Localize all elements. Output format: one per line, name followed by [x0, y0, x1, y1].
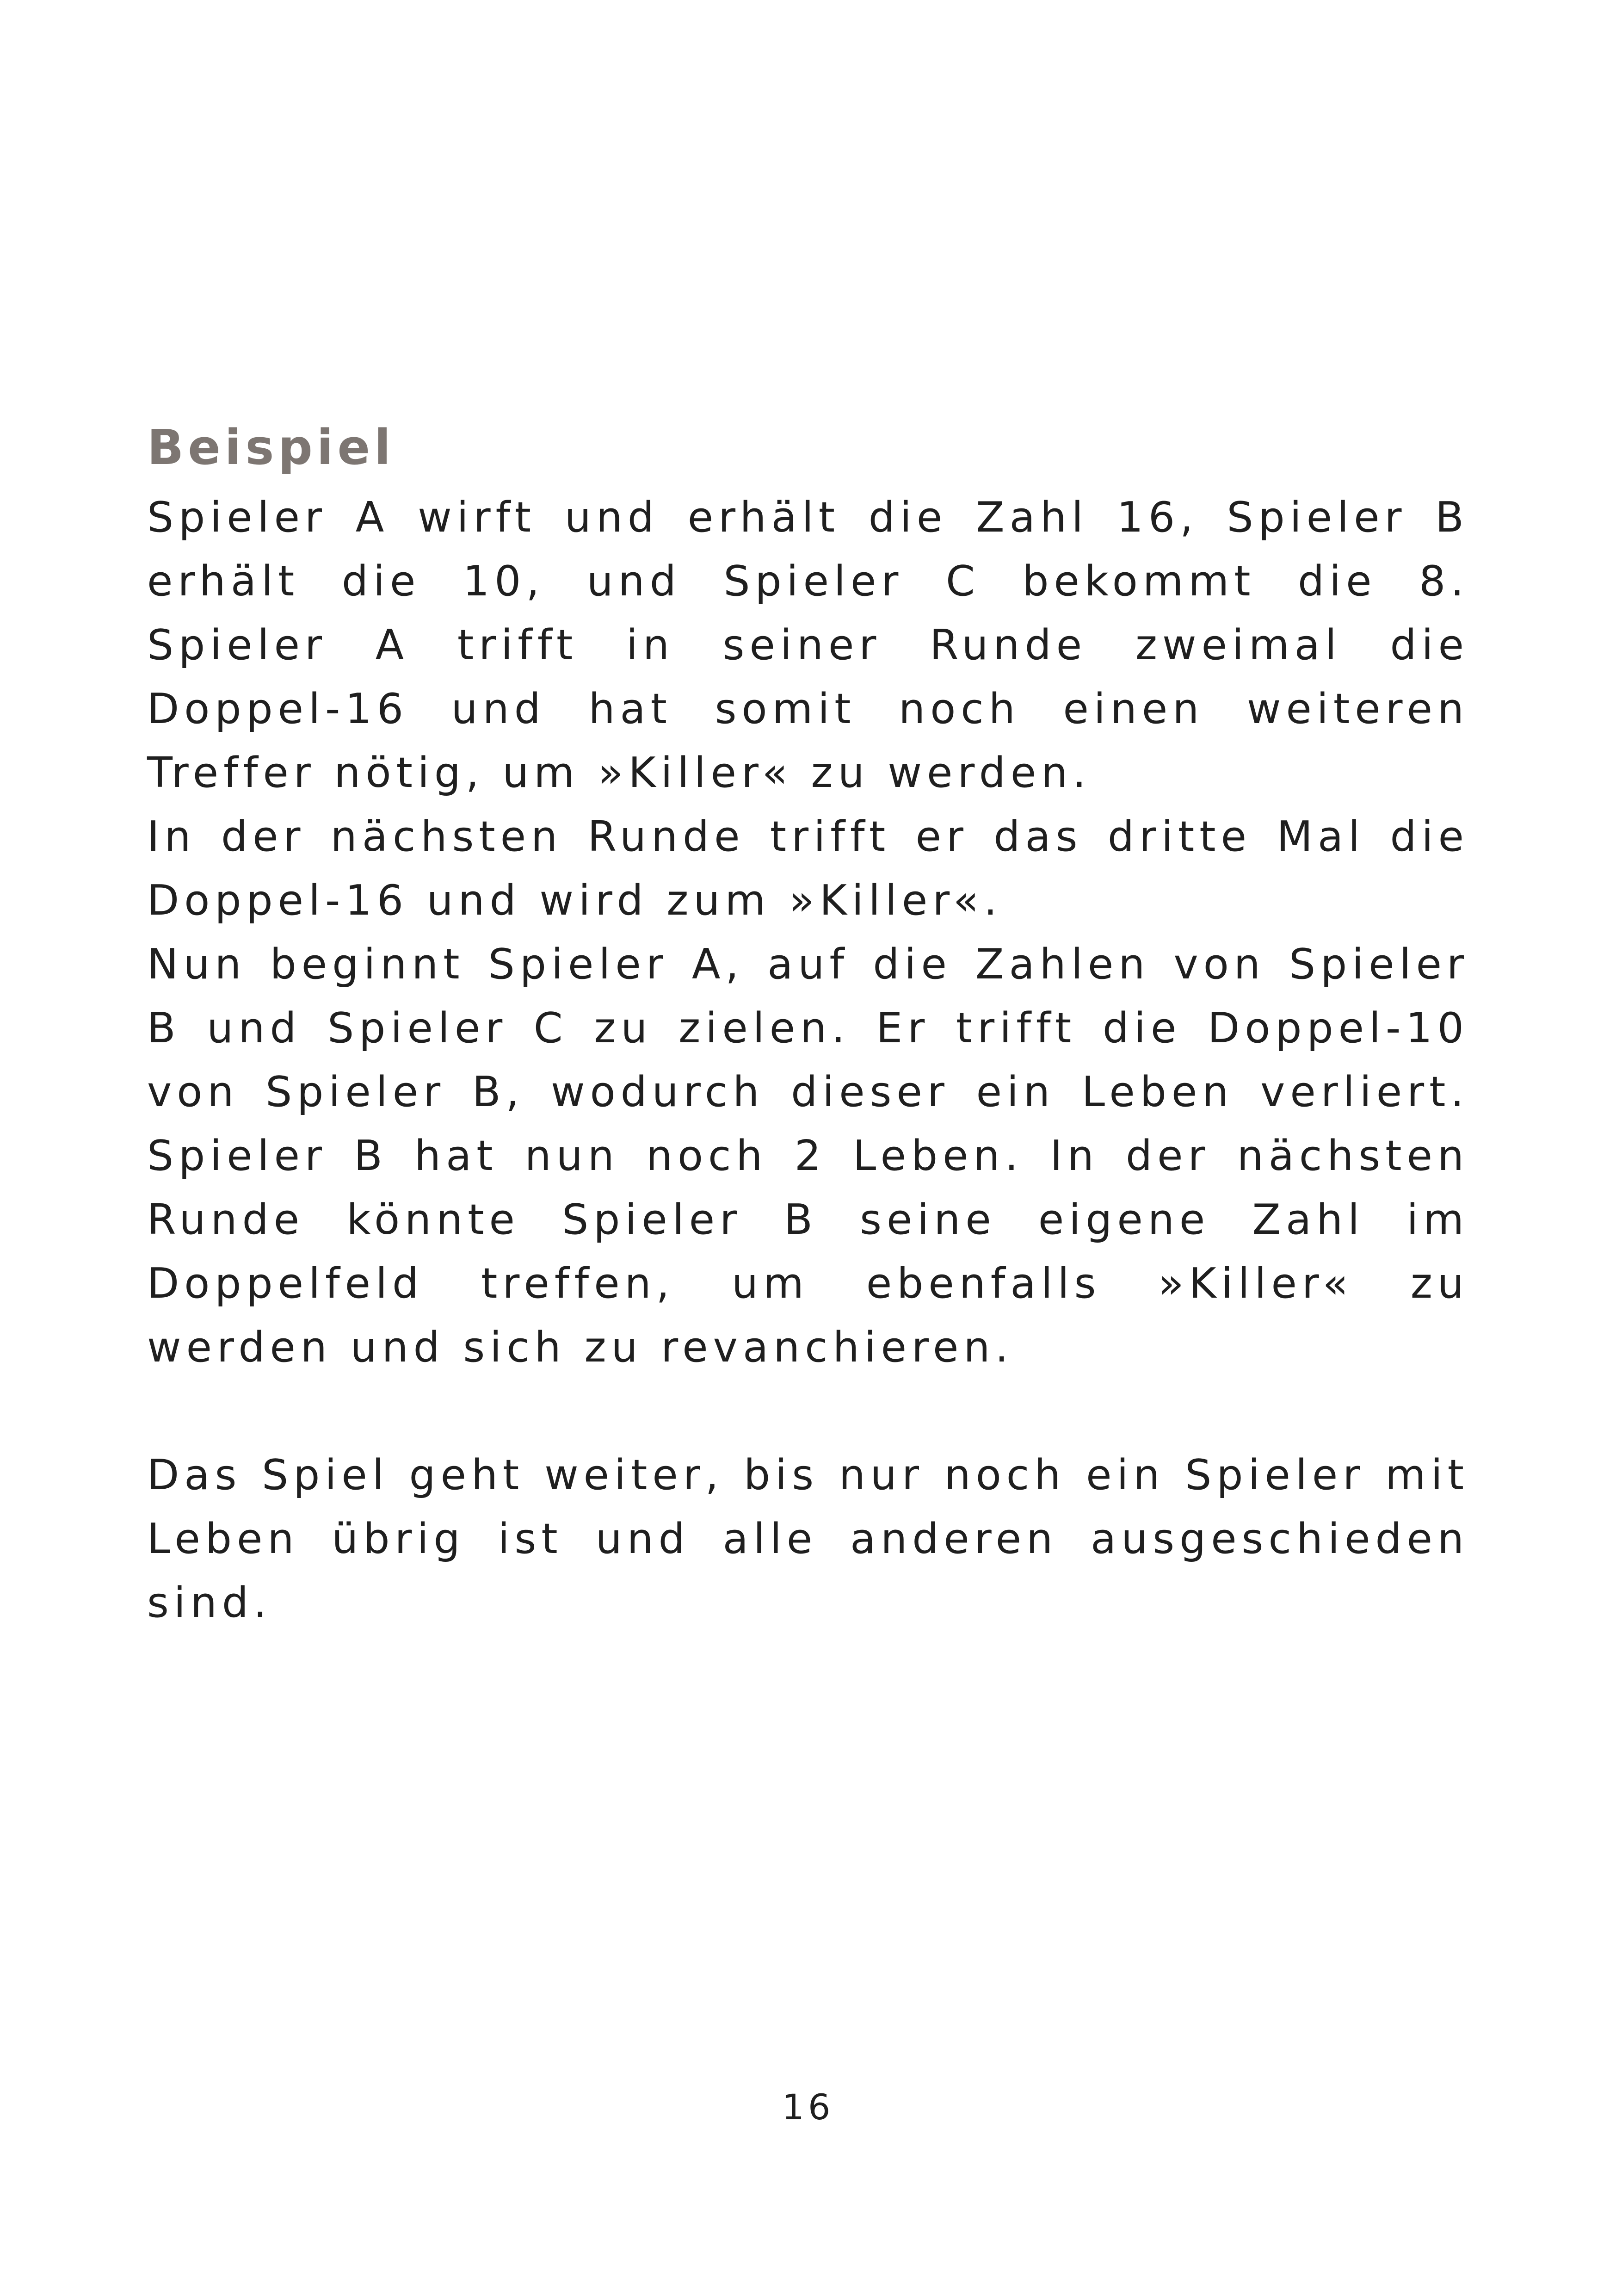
- page-number: 16: [782, 2086, 834, 2128]
- paragraph-example-start: Spieler A wirft und erhält die Zahl 16, Spieler B erhält die 10, und Spieler C bekommt die 8. Spieler A trifft in seiner Runde zweimal die Doppel-16 und hat somit noch einen weiteren Treffer nötig, um »Killer« zu werden.: [147, 493, 1469, 797]
- paragraph-killer-action: Nun beginnt Spieler A, auf die Zahlen von Spieler B und Spieler C zu zielen. Er trifft die Doppel-10 von Spieler B, wodurch dieser ein Leben verliert. Spieler B hat nun noch 2 Leben. In der nächsten Runde könnte Spieler B seine eigene Zahl im Doppelfeld treffen, um ebenfalls »Killer« zu werden und sich zu revanchieren.: [147, 940, 1469, 1372]
- paragraph-game-end: Das Spiel geht weiter, bis nur noch ein Spieler mit Leben übrig ist und alle anderen ausgeschieden sind.: [147, 1451, 1469, 1627]
- page-content: [147, 409, 1469, 1635]
- section-heading: Beispiel: [147, 419, 395, 476]
- paragraph-spacer: [147, 1380, 1469, 1443]
- paragraph-next-round: In der nächsten Runde trifft er das dritte Mal die Doppel-16 und wird zum »Killer«.: [147, 812, 1469, 925]
